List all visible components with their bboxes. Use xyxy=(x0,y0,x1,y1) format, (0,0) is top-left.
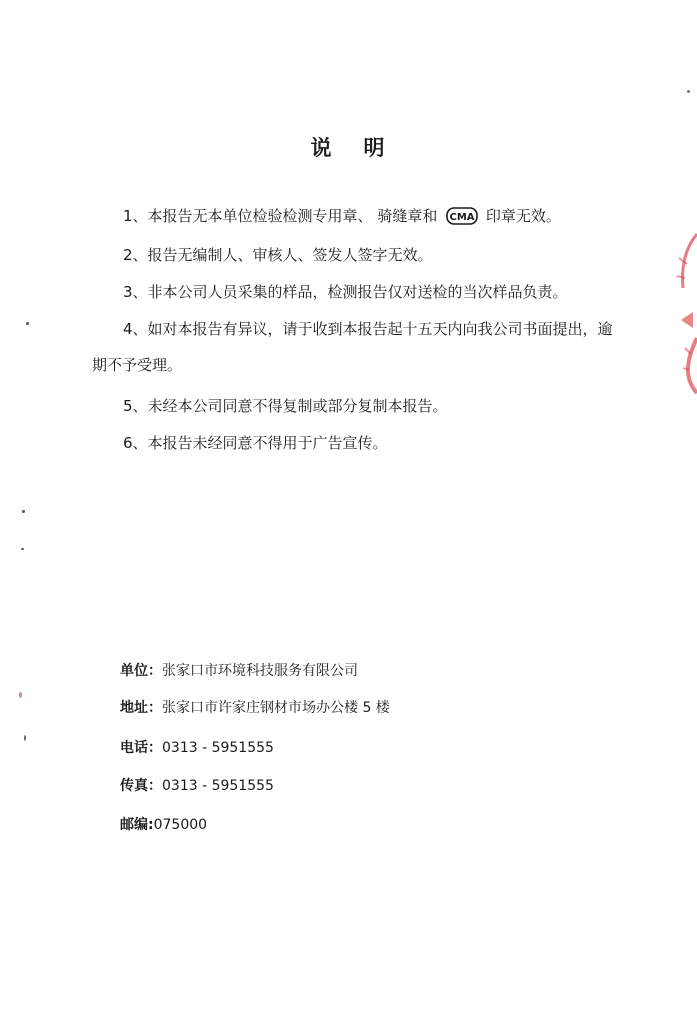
scan-speck xyxy=(24,735,26,741)
svg-text:CMA: CMA xyxy=(449,211,475,223)
contact-unit-value: 张家口市环境科技服务有限公司 xyxy=(162,663,358,679)
contact-phone-label: 电话： xyxy=(120,740,162,756)
scan-speck xyxy=(19,692,22,698)
notice-item-1-suffix: 印章无效。 xyxy=(485,207,561,225)
contact-unit xyxy=(120,660,358,680)
contact-fax-label: 传真： xyxy=(120,778,162,794)
title-char-2: 明 xyxy=(363,136,387,160)
notice-item-1 xyxy=(123,206,561,226)
contact-address-label: 地址： xyxy=(120,700,162,716)
notice-item-5: 5、未经本公司同意不得复制或部分复制本报告。 xyxy=(123,397,448,415)
contact-address xyxy=(120,697,390,717)
notice-item-4-line-2: 期不予受理。 xyxy=(92,356,183,374)
contact-address-value: 张家口市许家庄钢材市场办公楼 5 楼 xyxy=(162,700,390,716)
notice-item-1-text: 1、本报告无本单位检验检测专用章、 骑缝章和 xyxy=(123,207,438,225)
scan-speck xyxy=(26,322,29,325)
contact-postcode-label: 邮编: xyxy=(120,817,154,833)
notice-item-3: 3、非本公司人员采集的样品，检测报告仅对送检的当次样品负责。 xyxy=(123,283,568,301)
scan-speck xyxy=(21,548,24,550)
contact-postcode xyxy=(120,814,207,834)
title-char-1: 说 xyxy=(310,136,334,160)
contact-fax xyxy=(120,775,274,795)
contact-phone xyxy=(120,737,274,757)
seam-stamp-fragment-icon xyxy=(673,228,697,398)
contact-unit-label: 单位： xyxy=(120,663,162,679)
scan-speck xyxy=(687,90,690,93)
page-title xyxy=(0,132,697,162)
notice-item-4-line-1: 4、如对本报告有异议，请于收到本报告起十五天内向我公司书面提出，逾 xyxy=(123,320,613,338)
notice-item-2: 2、报告无编制人、审核人、签发人签字无效。 xyxy=(123,246,433,264)
notice-item-6: 6、本报告未经同意不得用于广告宣传。 xyxy=(123,434,388,452)
contact-fax-value: 0313 - 5951555 xyxy=(162,778,274,794)
cma-mark-icon xyxy=(446,207,478,225)
scan-speck xyxy=(22,510,25,513)
contact-postcode-value: 075000 xyxy=(153,817,208,833)
contact-phone-value: 0313 - 5951555 xyxy=(162,740,274,756)
